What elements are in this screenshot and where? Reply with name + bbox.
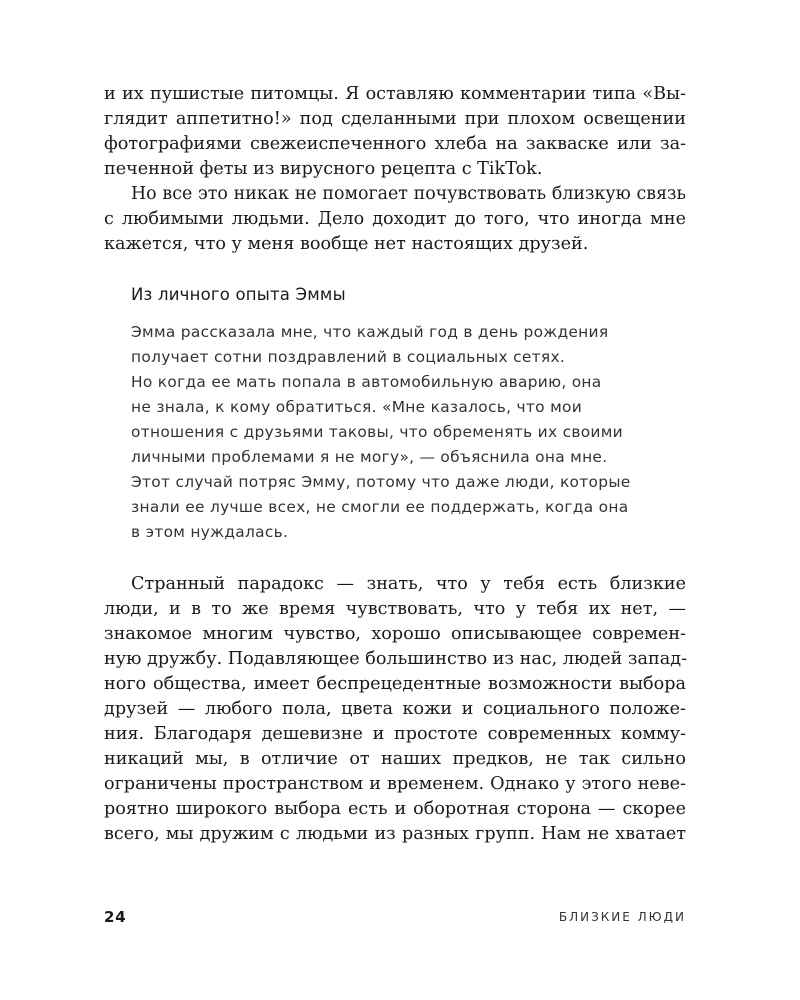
sidebar-line: отношения с друзьями таковы, что обременять их своими bbox=[131, 423, 623, 441]
text-line: знакомое многим чувство, хорошо описывающее современ- bbox=[104, 624, 686, 644]
sidebar-line: Но когда ее мать попала в автомобильную аварию, она bbox=[131, 373, 602, 391]
sidebar-heading: Из личного опыта Эммы bbox=[131, 285, 346, 304]
text-line: и их пушистые питомцы. Я оставляю комментарии типа «Вы- bbox=[104, 84, 686, 104]
text-line: фотографиями свежеиспеченного хлеба на закваске или за- bbox=[104, 134, 686, 154]
text-line: печенной феты из вирусного рецепта с TikTok. bbox=[104, 159, 543, 179]
text-line: Но все это никак не помогает почувствовать близкую связь bbox=[131, 184, 686, 204]
text-line: всего, мы дружим с людьми из разных групп. Нам не хватает bbox=[104, 824, 686, 844]
sidebar-line: в этом нуждалась. bbox=[131, 523, 289, 541]
text-line: люди, и в то же время чувствовать, что у тебя их нет, — bbox=[104, 599, 686, 619]
text-line: ного общества, имеет беспрецедентные возможности выбора bbox=[104, 674, 686, 694]
text-line: роятно широкого выбора есть и оборотная сторона — скорее bbox=[104, 799, 686, 819]
text-line: ную дружбу. Подавляющее большинство из нас, людей запад- bbox=[104, 649, 688, 669]
text-line: Странный парадокс — знать, что у тебя есть близкие bbox=[131, 574, 686, 594]
sidebar-line: знали ее лучше всех, не смогли ее поддержать, когда она bbox=[131, 498, 629, 516]
sidebar-line: Этот случай потряс Эмму, потому что даже люди, которые bbox=[131, 473, 631, 491]
text-line: кажется, что у меня вообще нет настоящих друзей. bbox=[104, 234, 589, 254]
sidebar-line: получает сотни поздравлений в социальных сетях. bbox=[131, 348, 566, 366]
sidebar-line: личными проблемами я не могу», — объяснила она мне. bbox=[131, 448, 608, 466]
text-line: никаций мы, в отличие от наших предков, не так сильно bbox=[104, 749, 686, 769]
text-line: глядит аппетитно!» под сделанными при плохом освещении bbox=[104, 109, 686, 129]
sidebar-line: не знала, к кому обратиться. «Мне казалось, что мои bbox=[131, 398, 583, 416]
running-head: БЛИЗКИЕ ЛЮДИ bbox=[558, 910, 686, 924]
page-number: 24 bbox=[104, 908, 127, 926]
text-line: ограничены пространством и временем. Однако у этого неве- bbox=[104, 774, 686, 794]
text-line: ния. Благодаря дешевизне и простоте современных комму- bbox=[104, 724, 686, 744]
text-line: друзей — любого пола, цвета кожи и социального положе- bbox=[104, 699, 686, 719]
text-line: с любимыми людьми. Дело доходит до того, что иногда мне bbox=[104, 209, 686, 229]
sidebar-line: Эмма рассказала мне, что каждый год в день рождения bbox=[131, 323, 609, 341]
